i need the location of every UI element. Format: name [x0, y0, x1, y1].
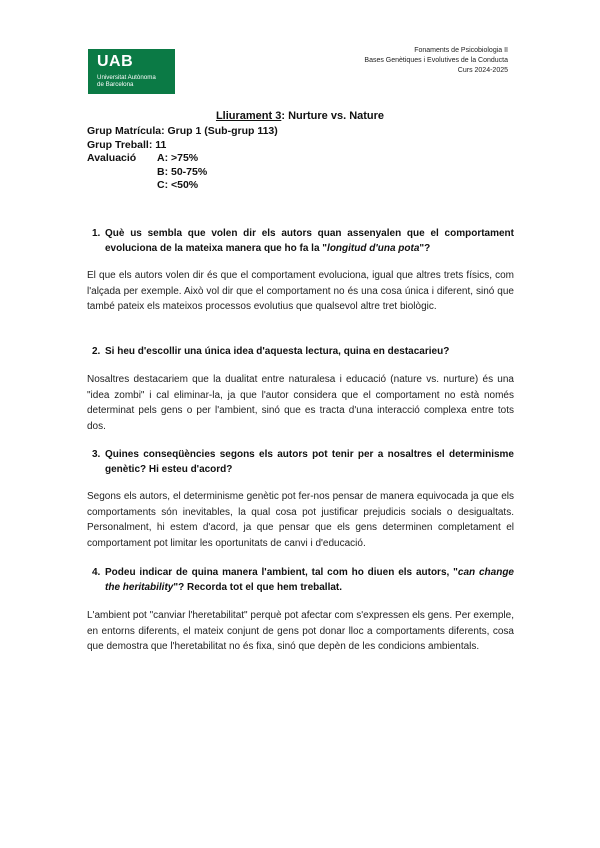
avaluacio-label: Avaluació [87, 152, 137, 164]
title-prefix: Lliurament 3 [215, 110, 282, 122]
question-italic: longitud d'una pota [327, 243, 420, 254]
grup-matricula: Grup Matrícula: Grup 1 (Sub-grup 113) [87, 125, 278, 137]
grade-c: C: <50% [157, 179, 199, 191]
question-2 [92, 344, 514, 359]
question-1 [92, 226, 514, 256]
question-text: Podeu indicar de quina manera l'ambient, tal com ho diuen els autors, " [105, 567, 458, 578]
question-text-end: "? Recorda tot el que hem treballat. [173, 582, 343, 593]
question-text: Si heu d'escollir una única idea d'aquesta lectura, quina en destacarieu? [105, 346, 450, 357]
logo-brand: UAB [97, 53, 134, 70]
answer-2: Nosaltres destacariem que la dualitat entre naturalesa i educació (nature vs. nurture) és una "idea zombi" i cal eliminar-la, ja que l'autor considera que el comportament no està només determinat pels gens o per l'ambient, sinó que es tracta d'una interacció complexa entre tots dos. [87, 374, 514, 432]
title-rest: : Nurture vs. Nature [281, 110, 385, 122]
uab-logo [88, 49, 175, 94]
group-info [87, 125, 278, 193]
question-number: 3. [92, 449, 101, 460]
question-italic: can change the heritability [105, 567, 514, 593]
grade-b: B: 50-75% [157, 165, 208, 178]
question-text: Quines conseqüències segons els autors pot tenir per a nosaltres el determinisme genètic? Hi esteu d'acord? [105, 449, 514, 475]
question-text-end: "? [419, 243, 431, 254]
logo-line-2: de Barcelona [97, 81, 134, 88]
answer-1: El que els autors volen dir és que el comportament evoluciona, igual que altres trets físics, com l'alçada per exemple. Això vol dir que el comportament no és una cosa única i diferent, sinó que també pateix els mateixos processos evolutius que qualsevol altre tret biològic. [87, 270, 514, 312]
page-title [0, 110, 600, 122]
course-header [364, 46, 508, 76]
answer-3: Segons els autors, el determinisme genètic pot fer-nos pensar de manera equivocada ja que els comportaments són inevitables, la qual cosa pot justificar prejudicis socials o desigualtats. Personalment, hi estem d'acord, ja que pensar que els gens determinen completament el comportament pot limitar les oportunitats de canvi i d'educació. [87, 491, 514, 549]
logo-subtitle [97, 74, 156, 88]
course-subject: Bases Genètiques i Evolutives de la Conducta [364, 57, 508, 64]
question-4 [92, 565, 514, 595]
course-year: Curs 2024-2025 [457, 67, 508, 74]
question-text: Què us sembla que volen dir els autors quan assenyalen que el comportament evoluciona de la mateixa manera que ho fa la " [105, 228, 514, 254]
answer-4: L'ambient pot "canviar l'heretabilitat" perquè pot afectar com s'expressen els gens. Per exemple, en entorns diferents, el mateix conjunt de gens pot donar lloc a comportaments diferents, cosa que demostra que l'heretabilitat no és fixa, sinó que depèn de les condicions ambientals. [87, 610, 514, 652]
logo-line-1: Universitat Autònoma [97, 74, 156, 81]
question-number: 4. [92, 567, 101, 578]
question-3 [92, 447, 514, 477]
grup-treball: Grup Treball: 11 [87, 138, 167, 151]
grade-a: A: >75% [157, 152, 199, 164]
question-number: 1. [92, 228, 101, 239]
course-name: Fonaments de Psicobiologia II [414, 47, 508, 54]
question-number: 2. [92, 346, 101, 357]
